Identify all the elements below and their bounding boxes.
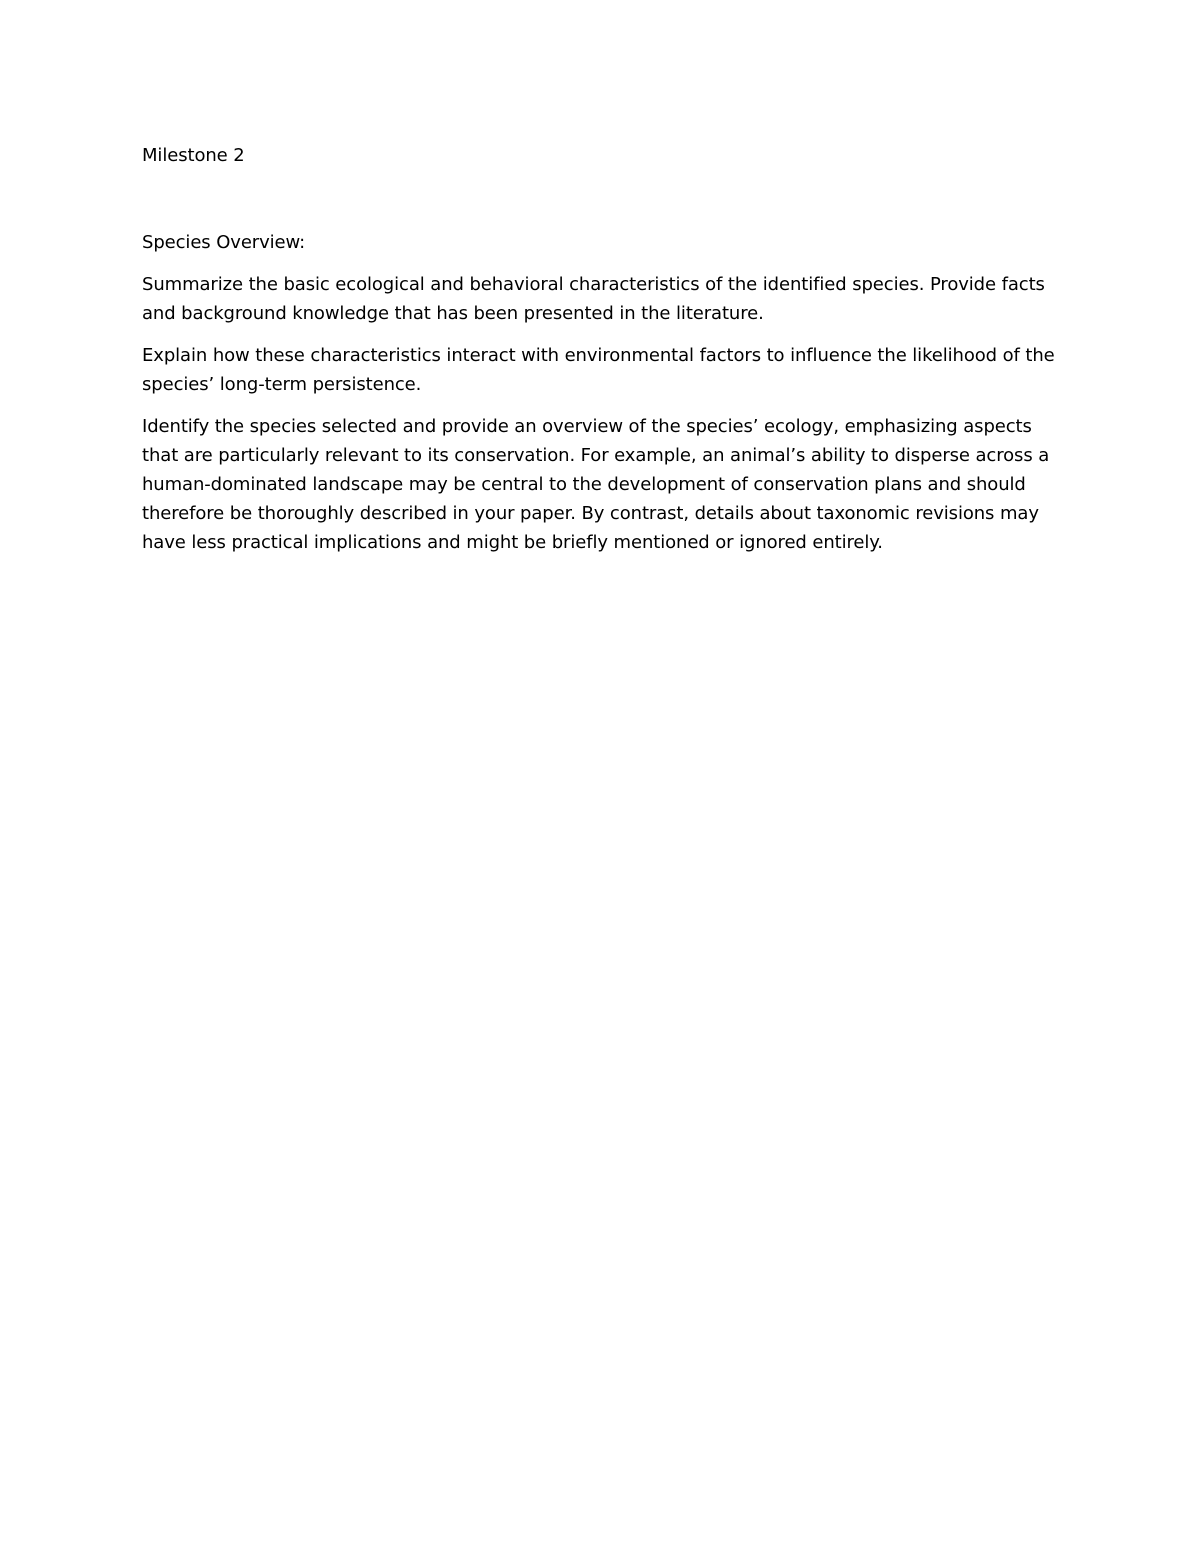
- section-heading: Species Overview:: [142, 232, 306, 253]
- document-title: Milestone 2: [142, 145, 245, 166]
- paragraph-summarize: Summarize the basic ecological and behavioral characteristics of the identified species. Provide facts and background knowledge that has been presented in the literature.: [142, 274, 1045, 324]
- document-body: [142, 141, 1062, 557]
- paragraph-explain: Explain how these characteristics interact with environmental factors to influence the likelihood of the species’ long-term persistence.: [142, 345, 1055, 395]
- paragraph-identify: Identify the species selected and provide an overview of the species’ ecology, emphasizing aspects that are particularly relevant to its conservation. For example, an animal’s ability to disperse across a human-dominated landscape may be central to the development of conservation plans and should therefore be thoroughly described in your paper. By contrast, details about taxonomic revisions may have less practical implications and might be briefly mentioned or ignored entirely.: [142, 416, 1050, 553]
